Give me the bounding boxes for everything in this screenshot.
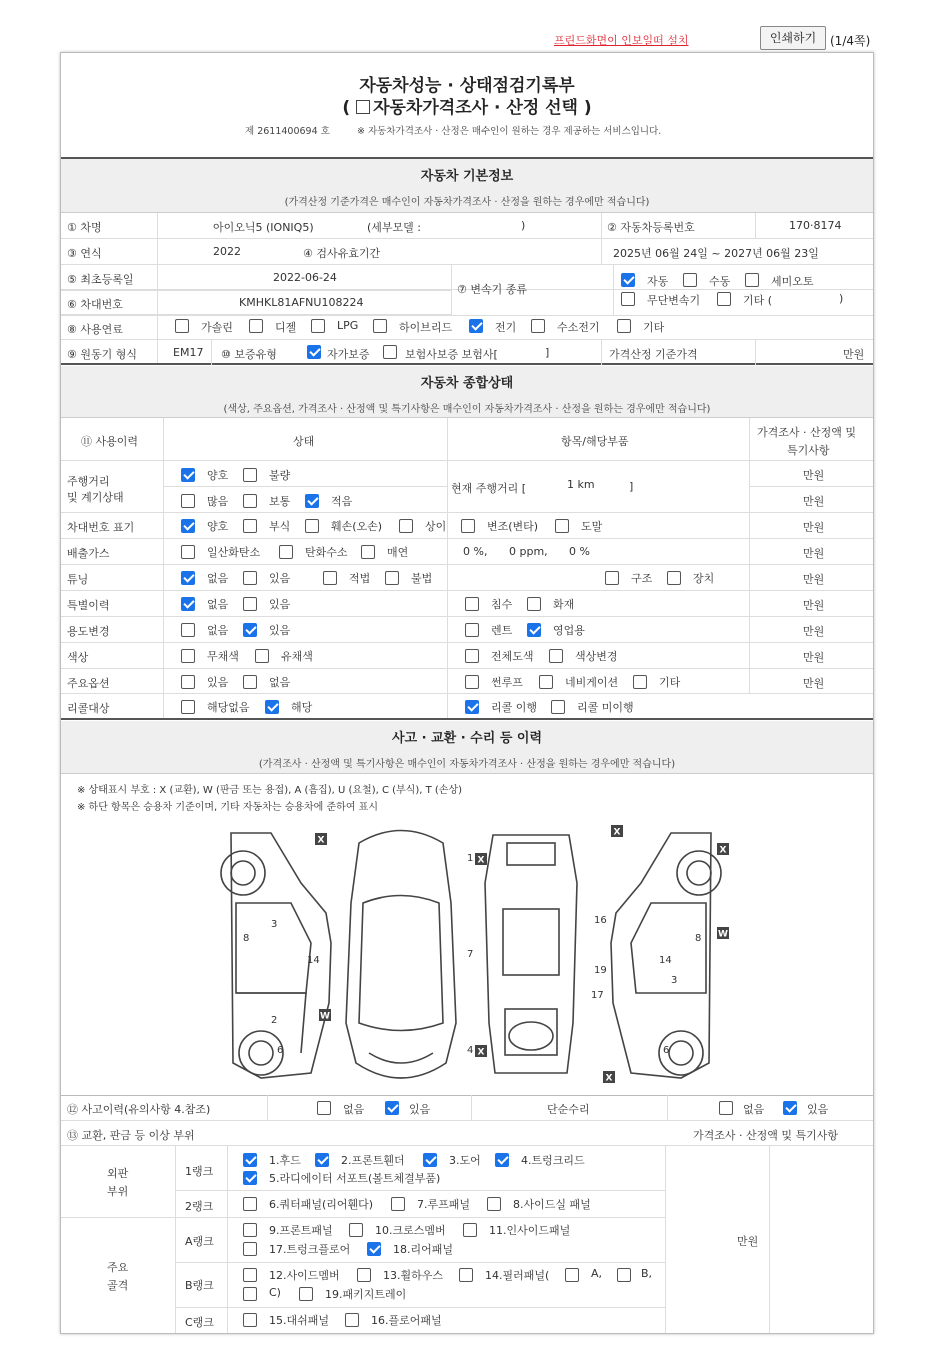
fuel-gasoline-checkbox[interactable] <box>175 319 189 333</box>
option-navi-checkbox[interactable] <box>539 675 553 689</box>
special-none-checkbox[interactable] <box>181 597 195 611</box>
row-exchange-header: ⑬ 교환, 판금 등 이상 부위 가격조사 · 산정액 및 특기사항 <box>61 1121 873 1146</box>
trans-manual-checkbox[interactable] <box>683 273 697 287</box>
row-usage-change: 용도변경 만원 <box>61 617 873 643</box>
mileage-few-checkbox[interactable] <box>305 494 319 508</box>
accident-subtitle: (가격조사 · 산정액 및 특기사항은 매수인이 자동차가격조사 · 산정을 원하는 경우에만 적습니다) <box>258 759 676 770</box>
simple-repair-no-checkbox[interactable] <box>719 1101 733 1115</box>
accident-header <box>61 721 873 774</box>
part-quarter-panel-checkbox[interactable] <box>243 1197 257 1211</box>
tuning-none-checkbox[interactable] <box>181 571 195 585</box>
svg-text:X: X <box>613 827 621 838</box>
row-accident-history: ⑫ 사고이력(유의사항 4.참조) 없음 있음 단순수리 없음 있음 <box>61 1095 873 1121</box>
vin-corrosion-checkbox[interactable] <box>243 519 257 533</box>
document-number: 제 2611400694 호 <box>245 126 330 137</box>
tuning-exists-checkbox[interactable] <box>243 571 257 585</box>
svg-text:3: 3 <box>271 919 278 930</box>
row-car-name: ① 차명 아이오닉5 (IONIQ5) (세부모델 : ) ② 자동차등록번호 170·8174 <box>61 213 873 239</box>
warranty-insurance-checkbox[interactable] <box>383 345 397 359</box>
usage-business-checkbox[interactable] <box>527 623 541 637</box>
svg-text:4: 4 <box>467 1045 474 1056</box>
tuning-device-checkbox[interactable] <box>667 571 681 585</box>
mileage-many-checkbox[interactable] <box>181 494 195 508</box>
tuning-illegal-checkbox[interactable] <box>385 571 399 585</box>
recall-yes-checkbox[interactable] <box>265 700 279 714</box>
svg-text:8: 8 <box>243 933 250 944</box>
recall-na-checkbox[interactable] <box>181 700 195 714</box>
tuning-structure-checkbox[interactable] <box>605 571 619 585</box>
color-change-checkbox[interactable] <box>549 649 563 663</box>
print-notice-link[interactable]: 프린드화면이 인보일떠 설치 <box>554 34 689 47</box>
warranty-self-checkbox[interactable] <box>307 345 321 359</box>
row-special-history: 특별이력 만원 <box>61 591 873 617</box>
part-pillar-b-checkbox[interactable] <box>617 1268 631 1282</box>
svg-text:6: 6 <box>277 1045 284 1056</box>
overall-column-header: ⑪ 사용이력 상태 항목/해당부품 가격조사 · 산정액 및 특기사항 <box>61 418 873 461</box>
passenger-car-note: ※ 하단 항목은 승용차 기준이며, 기타 자동차는 승용차에 준하여 표시 <box>77 802 378 813</box>
emission-hc-checkbox[interactable] <box>279 545 293 559</box>
fuel-hydrogen-checkbox[interactable] <box>531 319 545 333</box>
header-note: ※ 자동차가격조사 · 산정은 매수인이 원하는 경우 제공하는 서비스입니다. <box>357 126 662 137</box>
current-mileage: 1 km <box>567 478 595 491</box>
sheet-title: 자동차성능 · 상태점검기록부 <box>359 76 575 96</box>
part-pillar-panel-checkbox[interactable] <box>459 1268 473 1282</box>
gauge-bad-checkbox[interactable] <box>243 468 257 482</box>
part-roof-panel-checkbox[interactable] <box>391 1197 405 1211</box>
part-trunk-floor-checkbox[interactable] <box>243 1242 257 1256</box>
svg-text:8: 8 <box>695 933 702 944</box>
mileage-normal-checkbox[interactable] <box>243 494 257 508</box>
fuel-hybrid-checkbox[interactable] <box>373 319 387 333</box>
option-other-checkbox[interactable] <box>633 675 647 689</box>
car-underbody-view <box>485 835 577 1073</box>
part-door-checkbox[interactable] <box>423 1153 437 1167</box>
emission-co-checkbox[interactable] <box>181 545 195 559</box>
row-color: 색상 만원 <box>61 643 873 669</box>
svg-text:W: W <box>320 1011 330 1022</box>
part-hood-checkbox[interactable] <box>243 1153 257 1167</box>
svg-text:2: 2 <box>271 1015 278 1026</box>
page-count: (1/4쪽) <box>830 34 871 48</box>
svg-text:19: 19 <box>594 965 607 976</box>
row-year: ③ 연식 2022 ④ 검사유효기간 2025년 06월 24일 ~ 2027년 06월 23일 <box>61 239 873 265</box>
fuel-diesel-checkbox[interactable] <box>249 319 263 333</box>
vin-altered-checkbox[interactable] <box>461 519 475 533</box>
accident-yes-checkbox[interactable] <box>385 1101 399 1115</box>
row-recall: 리콜대상 <box>61 694 873 720</box>
fuel-electric-checkbox[interactable] <box>469 319 483 333</box>
simple-repair-yes-checkbox[interactable] <box>783 1101 797 1115</box>
registration-number: 170·8174 <box>789 219 842 232</box>
row-first-registration: ⑤ 최초등록일 2022-06-24 <box>61 265 873 290</box>
top-bar <box>60 26 874 52</box>
inspection-sheet: 자동차성능 · 상태점검기록부 ( 자동차가격조사 · 산정 선택 ) 제 2611400694 호 ※ 자동차가격조사 · 산정은 매수인이 원하는 경우 제공하는 서비스입니다. 자동차 기본정보 (가격산정 기준가격은 매수인이 자동차가격조사 · 산정을 원하는 경우에만 적습니다) ① 차명 아이오닉5 (IONIQ5) (세부모델 : ) ② 자동차등록번호 170·8174 ③ 연식 2022 ④ 검사유효기간 2025년 06월 24일 ~ 2027년 06월 23일 ⑤ 최초등록일 2022-06-24 ⑦ 변속기 종류 자동 수동 세미오토 무단변속기 기타 ( ) ⑥ 차대번호 KMHKL81AFNU108224 ⑧ 사용연료 가솔린 디젤 LPG 하이브리드 전기 수소전기 기타 ⑨ 원동기 형식 EM17 ⑩ 보증유형 자가보증 보험사보증 보험사[ ] 가격산정 기준가격 만원 자동차 종합상태 (색상, 주요옵션, 가격조사 · 산정액 및 특기사항은 매수인이 자동차가격조사 · 산정을 원하는 경우에만 적습니다) ⑪ 사용이력 상태 항목/해당부품 가격조사 · 산정액 및 특기사항 주행거리 및 계기상태 현재 주행거리 [ 1 km ] 만원 만원 양호 불량 많음 보통 적음 차대번호 표기 만원 양호 부식 훼손(오손) 상이 변조(변타) 도말 배출가스 0 %, 0 ppm, 0 % 만원 일산화탄소 탄화수소 매연 튜닝 만원 없음 있음 적법 불법 구조 장치 특별이력 만원 없음 있음 침수 화재 용도변경 만원 없음 있음 렌트 영업용 색상 만원 무채색 유채색 전체도색 색상변경 주요옵션 만원 있음 없음 썬루프 네비게이션 기타 리콜대상 해당없음 해당 리콜 이행 리콜 미이행 사고 · 교환 · 수리 등 이력 (가격조사 · 산정액 및 특기사항은 매수인이 자동차가격조사 · 산정을 원하는 경우에만 적습니다) ※ 상태표시 부호 : X (교환), W (판금 또는 용접), A (흠집), U (요철), C (부식), T (손상) ※ 하단 항목은 승용차 기준이며, 기타 자동차는 승용차에 준하여 표시 3 8 14 2 6 7 4 1 16 19 17 14 8 3 6 X X W X X X W X ⑫ 사고이력(유의사항 4.참조) 없음 있음 단순수리 없음 있음 ⑬ 교환, 판금 등 이상 부위 가격조사 · 산정액 및 특기사항 외판 부위 주요 골격 만원 1랭크 1.후드 2.프론트휀더 3.도어 4.트렁크리드 5.라디에이터 서포트(볼트체결부품) 2랭크 6.쿼터패널(리어휀다) 7.루프패널 8.사이드실 패널 A랭크 9.프론트패널 10.크로스멤버 11.인사이드패널 17.트렁크플로어 18.리어패널 B랭크 12.사이드멤버 13.휠하우스 14.필러패널( A, B, C) 19.패키지트레이 C랭크 15.대쉬패널 16.플로어패널 <box>60 52 874 1334</box>
part-package-tray-checkbox[interactable] <box>299 1287 313 1301</box>
emission-smoke-checkbox[interactable] <box>361 545 375 559</box>
usage-none-checkbox[interactable] <box>181 623 195 637</box>
svg-text:3: 3 <box>671 975 678 986</box>
transmission-label: ⑦ 변속기 종류 <box>457 283 527 296</box>
overall-subtitle: (색상, 주요옵션, 가격조사 · 산정액 및 특기사항은 매수인이 자동차가격조사 · 산정을 원하는 경우에만 적습니다) <box>223 404 711 415</box>
accident-title: 사고 · 교환 · 수리 등 이력 <box>391 731 543 746</box>
sheet-subtitle: ( 자동차가격조사 · 산정 선택 ) <box>342 98 592 118</box>
price-survey-checkbox[interactable] <box>356 100 370 114</box>
usage-exists-checkbox[interactable] <box>243 623 257 637</box>
model-year: 2022 <box>213 245 241 258</box>
row-fuel: ⑧ 사용연료 <box>61 315 873 340</box>
row-options: 주요옵션 만원 <box>61 669 873 694</box>
svg-text:7: 7 <box>467 949 474 960</box>
option-none-checkbox[interactable] <box>243 675 257 689</box>
accident-no-checkbox[interactable] <box>317 1101 331 1115</box>
svg-text:W: W <box>718 929 728 940</box>
overall-title: 자동차 종합상태 <box>420 376 514 391</box>
sheet-header <box>61 53 873 159</box>
svg-text:X: X <box>477 1047 485 1058</box>
row-vin: ⑥ 차대번호 KMHKL81AFNU108224 <box>61 290 451 315</box>
part-front-fender-checkbox[interactable] <box>315 1153 329 1167</box>
trans-cvt-checkbox[interactable] <box>621 292 635 306</box>
svg-text:X: X <box>605 1073 613 1084</box>
vin-damaged-checkbox[interactable] <box>305 519 319 533</box>
color-achromatic-checkbox[interactable] <box>181 649 195 663</box>
gauge-good-checkbox[interactable] <box>181 468 195 482</box>
part-rear-panel-checkbox[interactable] <box>367 1242 381 1256</box>
special-flood-checkbox[interactable] <box>465 597 479 611</box>
inspection-period: 2025년 06월 24일 ~ 2027년 06월 23일 <box>613 247 819 260</box>
svg-text:X: X <box>317 835 325 846</box>
vin-diff-checkbox[interactable] <box>399 519 413 533</box>
car-damage-diagram <box>211 823 731 1093</box>
print-button[interactable]: 인쇄하기 <box>760 26 826 50</box>
row-odometer: 주행거리 및 계기상태 현재 주행거리 [ 1 km ] 만원 만원 <box>61 461 873 513</box>
basic-info-subtitle: (가격산정 기준가격은 매수인이 자동차가격조사 · 산정을 원하는 경우에만 적습니다) <box>284 197 650 208</box>
option-sunroof-checkbox[interactable] <box>465 675 479 689</box>
part-pillar-a-checkbox[interactable] <box>565 1268 579 1282</box>
car-name: 아이오닉5 (IONIQ5) <box>213 221 314 234</box>
part-cross-member-checkbox[interactable] <box>349 1223 363 1237</box>
vin-good-checkbox[interactable] <box>181 519 195 533</box>
svg-text:16: 16 <box>594 915 607 926</box>
trans-semi-checkbox[interactable] <box>745 273 759 287</box>
part-pillar-c-checkbox[interactable] <box>243 1287 257 1301</box>
special-exists-checkbox[interactable] <box>243 597 257 611</box>
special-fire-checkbox[interactable] <box>527 597 541 611</box>
status-code-note: ※ 상태표시 부호 : X (교환), W (판금 또는 용접), A (흠집), U (요철), C (부식), T (손상) <box>77 785 463 796</box>
basic-info-title: 자동차 기본정보 <box>420 169 514 184</box>
basic-info-header <box>61 159 873 213</box>
usage-rent-checkbox[interactable] <box>465 623 479 637</box>
first-registration-date: 2022-06-24 <box>273 271 337 284</box>
trans-auto-checkbox[interactable] <box>621 273 635 287</box>
vin-stolen-checkbox[interactable] <box>555 519 569 533</box>
tuning-legal-checkbox[interactable] <box>323 571 337 585</box>
overall-header <box>61 366 873 418</box>
row-tuning: 튜닝 만원 <box>61 565 873 591</box>
color-chromatic-checkbox[interactable] <box>255 649 269 663</box>
svg-text:14: 14 <box>307 955 320 966</box>
part-side-member-checkbox[interactable] <box>243 1268 257 1282</box>
part-radiator-support-checkbox[interactable] <box>243 1171 257 1185</box>
fuel-lpg-checkbox[interactable] <box>311 319 325 333</box>
part-inside-panel-checkbox[interactable] <box>463 1223 477 1237</box>
recall-notdone-checkbox[interactable] <box>551 700 565 714</box>
svg-text:X: X <box>477 855 485 866</box>
option-exists-checkbox[interactable] <box>181 675 195 689</box>
fuel-other-checkbox[interactable] <box>617 319 631 333</box>
engine-type: EM17 <box>173 346 204 359</box>
row-engine: ⑨ 원동기 형식 EM17 ⑩ 보증유형 자가보증 보험사보증 보험사[ ] 가격산정 기준가격 만원 <box>61 340 873 365</box>
svg-text:1: 1 <box>467 853 474 864</box>
svg-text:14: 14 <box>659 955 672 966</box>
recall-done-checkbox[interactable] <box>465 700 479 714</box>
vin-number: KMHKL81AFNU108224 <box>239 296 364 309</box>
part-floor-panel-checkbox[interactable] <box>345 1313 359 1327</box>
row-vin-marking: 차대번호 표기 만원 <box>61 513 873 539</box>
part-side-sill-checkbox[interactable] <box>487 1197 501 1211</box>
part-wheel-house-checkbox[interactable] <box>357 1268 371 1282</box>
trans-other-checkbox[interactable] <box>717 292 731 306</box>
part-trunk-lid-checkbox[interactable] <box>495 1153 509 1167</box>
color-fullpaint-checkbox[interactable] <box>465 649 479 663</box>
svg-text:17: 17 <box>591 990 604 1001</box>
row-emission: 배출가스 0 %, 0 ppm, 0 % 만원 <box>61 539 873 565</box>
part-front-panel-checkbox[interactable] <box>243 1223 257 1237</box>
svg-text:X: X <box>719 845 727 856</box>
part-dash-panel-checkbox[interactable] <box>243 1313 257 1327</box>
svg-text:6: 6 <box>663 1045 670 1056</box>
car-top-view <box>346 831 456 1079</box>
